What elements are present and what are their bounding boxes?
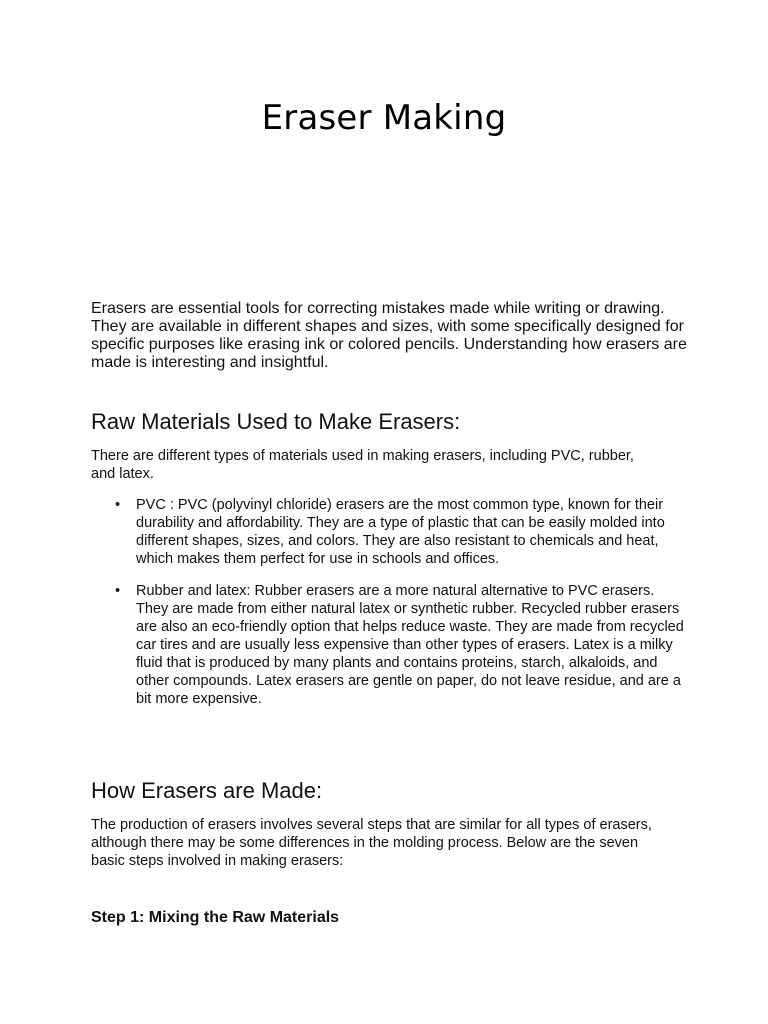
list-item-rubber-latex: [115, 582, 686, 708]
raw-materials-intro: There are different types of materials used in making erasers, including PVC, rubber, and latex.: [91, 448, 634, 482]
intro-paragraph: Erasers are essential tools for correcting mistakes made while writing or drawing. They are available in different shapes and sizes, with some specifically designed for specific purposes like erasing ink or colored pencils. Understanding how erasers are made is interesting and insightful.: [91, 300, 687, 371]
bullet-icon: •: [115, 583, 121, 599]
list-item-text: PVC : PVC (polyvinyl chloride) erasers are the most common type, known for their durability and affordability. They are a type of plastic that can be easily molded into different shapes, sizes, and colors. They are also resistant to chemicals and heat, which makes them perfect for use in schools and offices.: [136, 497, 665, 567]
materials-list: [115, 496, 686, 708]
step-1-heading: Step 1: Mixing the Raw Materials: [91, 909, 340, 926]
page-title: Eraser Making: [261, 98, 507, 138]
how-made-heading: How Erasers are Made:: [91, 778, 323, 803]
bullet-icon: •: [115, 497, 121, 513]
list-item-pvc: [115, 496, 686, 568]
how-made-intro: The production of erasers involves several steps that are similar for all types of erasers, although there may be some differences in the molding process. Below are the seven basic steps involved in making erasers:: [91, 817, 652, 869]
raw-materials-heading: Raw Materials Used to Make Erasers:: [91, 409, 461, 434]
list-item-text: Rubber and latex: Rubber erasers are a more natural alternative to PVC erasers. They are made from either natural latex or synthetic rubber. Recycled rubber erasers are also an eco-friendly option that helps reduce waste. They are made from recycled car tires and are usually less expensive than other types of erasers. Latex is a milky fluid that is produced by many plants and contains proteins, starch, alkaloids, and other compounds. Latex erasers are gentle on paper, do not leave residue, and are a bit more expensive.: [136, 583, 684, 707]
